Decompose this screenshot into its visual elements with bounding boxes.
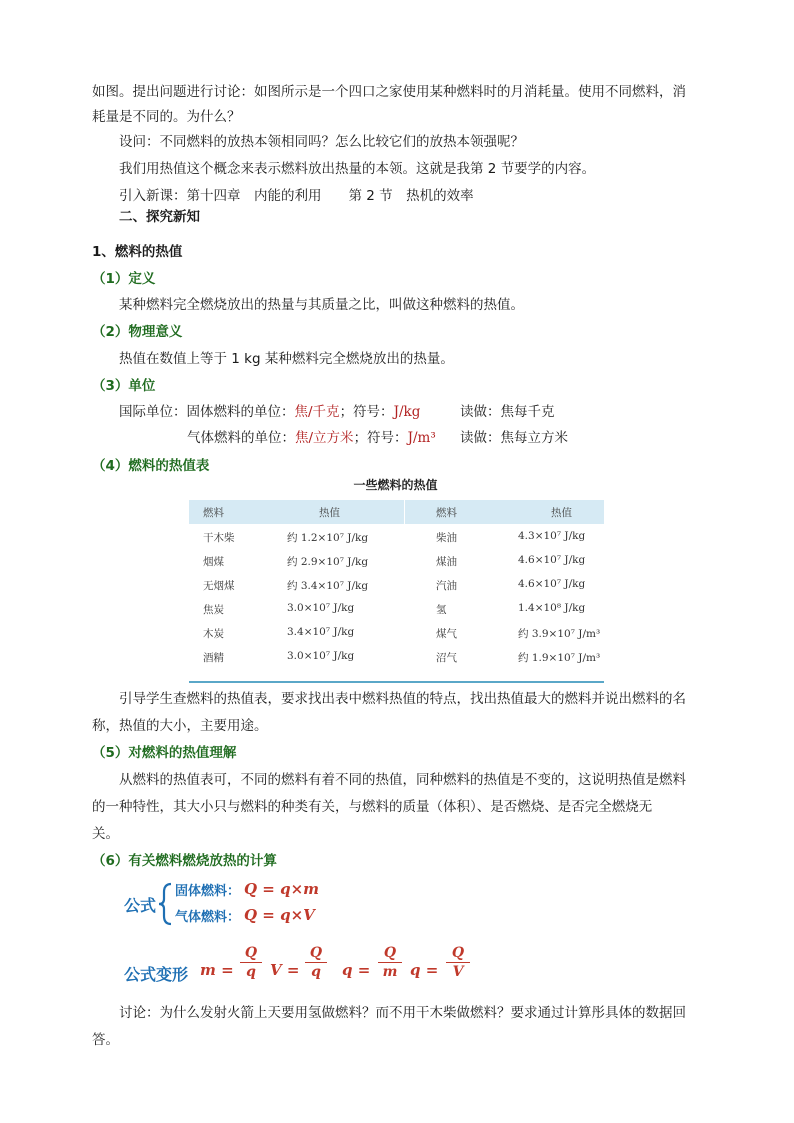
unit-gas-symbol: J/m³ [407, 430, 436, 446]
table-cell: 约 2.9×10⁷ J/kg [287, 556, 369, 568]
q-equals-1: q = [342, 961, 371, 979]
meaning-text: 热值在数值上等于 1 kg 某种燃料完全燃烧放出的热量。 [119, 351, 454, 367]
unit-row-solid [119, 401, 420, 423]
table-cell: 约 3.9×10⁷ J/m³ [518, 628, 601, 640]
table-cell: 干木柴 [203, 532, 235, 544]
table-cell: 煤油 [436, 556, 457, 568]
table-row [189, 602, 604, 626]
table-cell: 4.3×10⁷ J/kg [518, 530, 586, 542]
understanding-line-3: 关。 [92, 826, 119, 842]
fraction-denominator: q [311, 964, 321, 980]
table-cell: 约 3.4×10⁷ J/kg [287, 580, 369, 592]
table-header-value-1: 热值 [319, 507, 340, 519]
formula-label: 公式 [124, 896, 157, 915]
intro-line-2: 耗量是不同的。为什么？ [92, 109, 241, 125]
table-cell: 无烟煤 [203, 580, 235, 592]
unit-gas-symbol-label: ；符号： [353, 430, 408, 446]
unit-solid-reading: 读做：焦每千克 [460, 404, 555, 420]
unit-solid-symbol-label: ；符号： [339, 404, 394, 420]
table-row [189, 650, 604, 674]
unit-gas-label: 气体燃料的单位： [187, 430, 295, 446]
fraction-numerator: Q [378, 944, 402, 963]
m-equals: m = [200, 961, 234, 979]
heading-heat-value-table: （4）燃料的热值表 [92, 458, 210, 474]
table-instruction-line-2: 称，热值的大小，主要用途。 [92, 718, 268, 734]
fraction-Q-over-m [378, 944, 402, 981]
unit-solid-label: 国际单位：固体燃料的单位： [119, 404, 295, 420]
table-header-value-2: 热值 [551, 507, 572, 519]
section-heading-heat-value: 1、燃料的热值 [92, 244, 183, 260]
table-cell: 3.0×10⁷ J/kg [287, 650, 355, 662]
unit-gas-name: 焦/立方米 [295, 430, 354, 446]
table-row [189, 578, 604, 602]
formula-variant-label: 公式变形 [124, 965, 189, 984]
solid-fuel-label: 固体燃料： [175, 884, 241, 899]
table-cell: 约 1.9×10⁷ J/m³ [518, 652, 601, 664]
intro-question: 设问：不同燃料的放热本领相同吗？怎么比较它们的放热本领强呢？ [119, 134, 524, 150]
table-cell: 氢 [436, 604, 447, 616]
table-row [189, 626, 604, 650]
understanding-line-2: 的一种特性，其大小只与燃料的种类有关，与燃料的质量（体积）、是否燃烧、是否完全燃烧无 [92, 799, 653, 815]
heading-definition: （1）定义 [92, 271, 156, 287]
fraction-denominator: V [452, 964, 464, 980]
heading-understanding: （5）对燃料的热值理解 [92, 745, 237, 761]
gas-fuel-label: 气体燃料： [175, 910, 241, 925]
V-equals: V = [270, 961, 300, 979]
fraction-numerator: Q [446, 944, 470, 963]
heading-unit: （3）单位 [92, 378, 156, 394]
table-cell: 3.0×10⁷ J/kg [287, 602, 355, 614]
table-cell: 烟煤 [203, 556, 224, 568]
section-heading-explore: 二、探究新知 [119, 209, 200, 225]
definition-text: 某种燃料完全燃烧放出的热量与其质量之比，叫做这种燃料的热值。 [119, 297, 524, 313]
table-header-fuel-2: 燃料 [436, 507, 457, 519]
table-cell: 汽油 [436, 580, 457, 592]
unit-solid-symbol: J/kg [393, 404, 421, 420]
unit-solid-name: 焦/千克 [294, 404, 340, 420]
fraction-Q-over-q-2 [305, 944, 327, 981]
table-row [189, 554, 604, 578]
heading-physical-meaning: （2）物理意义 [92, 324, 183, 340]
table-cell: 3.4×10⁷ J/kg [287, 626, 355, 638]
solid-fuel-formula: Q = q×m [244, 880, 320, 898]
unit-row-gas [187, 427, 436, 449]
table-cell: 沼气 [436, 652, 457, 664]
left-brace-icon [156, 882, 176, 926]
fraction-Q-over-V [446, 944, 470, 981]
intro-line-1: 如图。提出问题进行讨论：如图所示是一个四口之家使用某种燃料时的月消耗量。使用不同燃料，消 [92, 84, 686, 100]
fraction-denominator: m [382, 964, 398, 980]
table-cell: 柴油 [436, 532, 457, 544]
heading-calculation: （6）有关燃料燃烧放热的计算 [92, 853, 277, 869]
table-cell: 约 1.2×10⁷ J/kg [287, 532, 369, 544]
table-cell: 4.6×10⁷ J/kg [518, 578, 586, 590]
intro-concept: 我们用热值这个概念来表示燃料放出热量的本领。这就是我第 2 节要学的内容。 [119, 161, 596, 177]
table-cell: 酒精 [203, 652, 224, 664]
understanding-line-1: 从燃料的热值表可，不同的燃料有着不同的热值，同种燃料的热值是不变的，这说明热值是燃料 [119, 772, 686, 788]
discussion-line-1: 讨论：为什么发射火箭上天要用氢做燃料？而不用干木柴做燃料？要求通过计算彤具体的数据回 [119, 1005, 686, 1021]
table-cell: 焦炭 [203, 604, 224, 616]
unit-gas-reading: 读做：焦每立方米 [460, 430, 568, 446]
table-cell: 木炭 [203, 628, 224, 640]
table-instruction-line-1: 引导学生查燃料的热值表，要求找出表中燃料热值的特点，找出热值最大的燃料并说出燃料的名 [119, 691, 686, 707]
intro-new-lesson: 引入新课：第十四章 内能的利用 第 2 节 热机的效率 [119, 188, 474, 204]
table-title: 一些燃料的热值 [353, 478, 438, 492]
table-header [189, 500, 604, 524]
fraction-numerator: Q [305, 944, 327, 963]
gas-fuel-formula: Q = q×V [244, 906, 315, 924]
table-row [189, 530, 604, 554]
table-cell: 1.4×10⁸ J/kg [518, 602, 586, 614]
discussion-line-2: 答。 [92, 1032, 119, 1048]
fraction-Q-over-q-1 [240, 944, 262, 981]
table-header-fuel-1: 燃料 [203, 507, 224, 519]
table-bottom-rule [189, 681, 604, 683]
fraction-numerator: Q [240, 944, 262, 963]
fraction-denominator: q [246, 964, 256, 980]
table-cell: 煤气 [436, 628, 457, 640]
q-equals-2: q = [410, 961, 439, 979]
heat-value-table [189, 500, 604, 683]
table-cell: 4.6×10⁷ J/kg [518, 554, 586, 566]
